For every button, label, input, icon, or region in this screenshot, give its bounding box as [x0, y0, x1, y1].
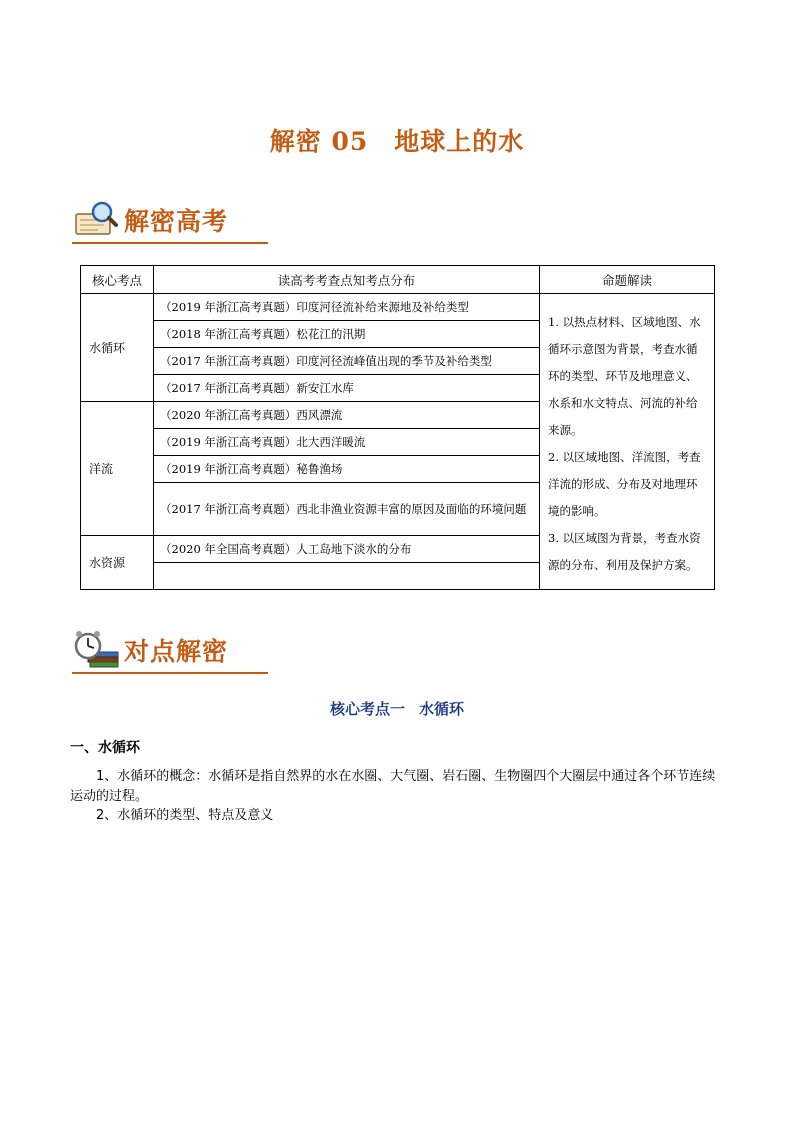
exam-item: （2020 年全国高考真题）人工岛地下淡水的分布	[154, 536, 540, 563]
section-title-core: 核心考点一	[329, 700, 405, 718]
exam-banner-underline	[72, 242, 268, 244]
empty-cell	[154, 563, 540, 590]
exam-item: （2018 年浙江高考真题）松花江的汛期	[154, 321, 540, 348]
points-banner-underline	[72, 672, 268, 674]
exam-points-table	[80, 265, 715, 590]
exam-item: （2019 年浙江高考真题）秘鲁渔场	[154, 456, 540, 483]
exam-item: （2019 年浙江高考真题）北大西洋暖流	[154, 429, 540, 456]
exam-item: （2017 年浙江高考真题）印度河径流峰值出现的季节及补给类型	[154, 348, 540, 375]
exam-item: （2017 年浙江高考真题）西北非渔业资源丰富的原因及面临的环境问题	[154, 483, 540, 536]
table-header-core-point: 核心考点	[81, 266, 154, 294]
exam-item: （2017 年浙江高考真题）新安江水库	[154, 375, 540, 402]
exam-banner	[72, 198, 268, 244]
clock-books-icon	[72, 628, 120, 668]
interpretation-2: 2. 以区域地图、洋流图，考查洋流的形成、分布及对地理环境的影响。	[548, 449, 701, 518]
interpretation-1: 1. 以热点材料、区域地图、水循环示意图为背景，考查水循环的类型、环节及地理意义、水系和水文特点、河流的补给来源。	[548, 314, 701, 437]
page-title: 解密 05 地球上的水	[269, 127, 525, 156]
points-banner-label: 对点解密	[124, 637, 229, 666]
interpretation-3: 3. 以区域图为背景，考查水资源的分布、利用及保护方案。	[548, 530, 701, 572]
category-cell: 水资源	[81, 536, 154, 590]
magnifier-notebook-icon	[72, 198, 120, 238]
exam-item: （2020 年浙江高考真题）西风漂流	[154, 402, 540, 429]
category-cell: 水循环	[81, 294, 154, 402]
paragraph-concept: 1、水循环的概念：水循环是指自然界的水在水圈、大气圈、岩石圈、生物圈四个大圈层中通过各个环节连续运动的过程。	[70, 769, 716, 804]
points-banner	[72, 628, 268, 674]
category-cell: 洋流	[81, 402, 154, 536]
exam-item: （2019 年浙江高考真题）印度河径流补给来源地及补给类型	[154, 294, 540, 321]
section-title-topic: 水循环	[419, 700, 465, 718]
exam-banner-label: 解密高考	[124, 207, 229, 236]
interpretation-cell	[540, 294, 715, 590]
table-row	[81, 294, 715, 321]
table-header-distribution: 读高考考查点知考点分布	[154, 266, 540, 294]
paragraph-types: 2、水循环的类型、特点及意义	[96, 808, 274, 823]
sub-heading: 一、水循环	[70, 740, 140, 756]
section-title	[0, 698, 794, 719]
table-header-interpretation: 命题解读	[540, 266, 715, 294]
